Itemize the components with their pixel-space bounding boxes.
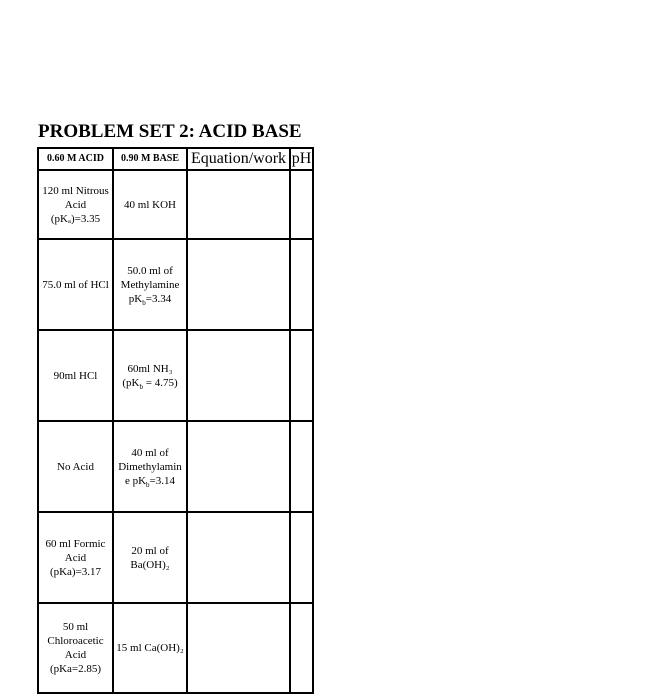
- equation-cell[interactable]: [187, 421, 290, 512]
- acid-cell: 50 ml Chloroacetic Acid (pKa=2.85): [38, 603, 113, 693]
- equation-cell[interactable]: [187, 330, 290, 421]
- header-acid: 0.60 M ACID: [38, 148, 113, 170]
- ph-cell[interactable]: [290, 512, 313, 603]
- page-title: PROBLEM SET 2: ACID BASE: [38, 121, 302, 142]
- table-row: [38, 512, 313, 603]
- table-row: [38, 603, 313, 693]
- acid-cell: 90ml HCl: [38, 330, 113, 421]
- table-row: [38, 330, 313, 421]
- ph-cell[interactable]: [290, 170, 313, 239]
- table-row: [38, 239, 313, 330]
- base-cell: 50.0 ml of Methylamine $pK_b=3.34$: [113, 239, 187, 330]
- ph-cell[interactable]: [290, 239, 313, 330]
- ph-cell[interactable]: [290, 330, 313, 421]
- acid-cell: 120 ml Nitrous Acid (pKₐ)=3.35: [38, 170, 113, 239]
- base-cell: 15 ml Ca(OH)₂: [113, 603, 187, 693]
- header-equation: Equation/work: [187, 148, 290, 170]
- equation-cell[interactable]: [187, 512, 290, 603]
- table-row: [38, 421, 313, 512]
- base-cell: 40 ml of Dimethylamin e $pK_b=3.14$: [113, 421, 187, 512]
- acid-cell: 60 ml Formic Acid (pKa)=3.17: [38, 512, 113, 603]
- base-cell: 20 ml of Ba(OH)₂: [113, 512, 187, 603]
- ph-cell[interactable]: [290, 603, 313, 693]
- ph-cell[interactable]: [290, 421, 313, 512]
- base-cell: 40 ml KOH: [113, 170, 187, 239]
- table-row: [38, 170, 313, 239]
- acid-cell: 75.0 ml of HCl: [38, 239, 113, 330]
- header-row: [38, 148, 313, 170]
- base-cell: 60ml NH₃ $(pK_b = 4.75)$: [113, 330, 187, 421]
- header-base: 0.90 M BASE: [113, 148, 187, 170]
- equation-cell[interactable]: [187, 170, 290, 239]
- acid-cell: No Acid: [38, 421, 113, 512]
- header-ph: pH: [290, 148, 313, 170]
- equation-cell[interactable]: [187, 603, 290, 693]
- equation-cell[interactable]: [187, 239, 290, 330]
- acid-base-table: [37, 147, 314, 694]
